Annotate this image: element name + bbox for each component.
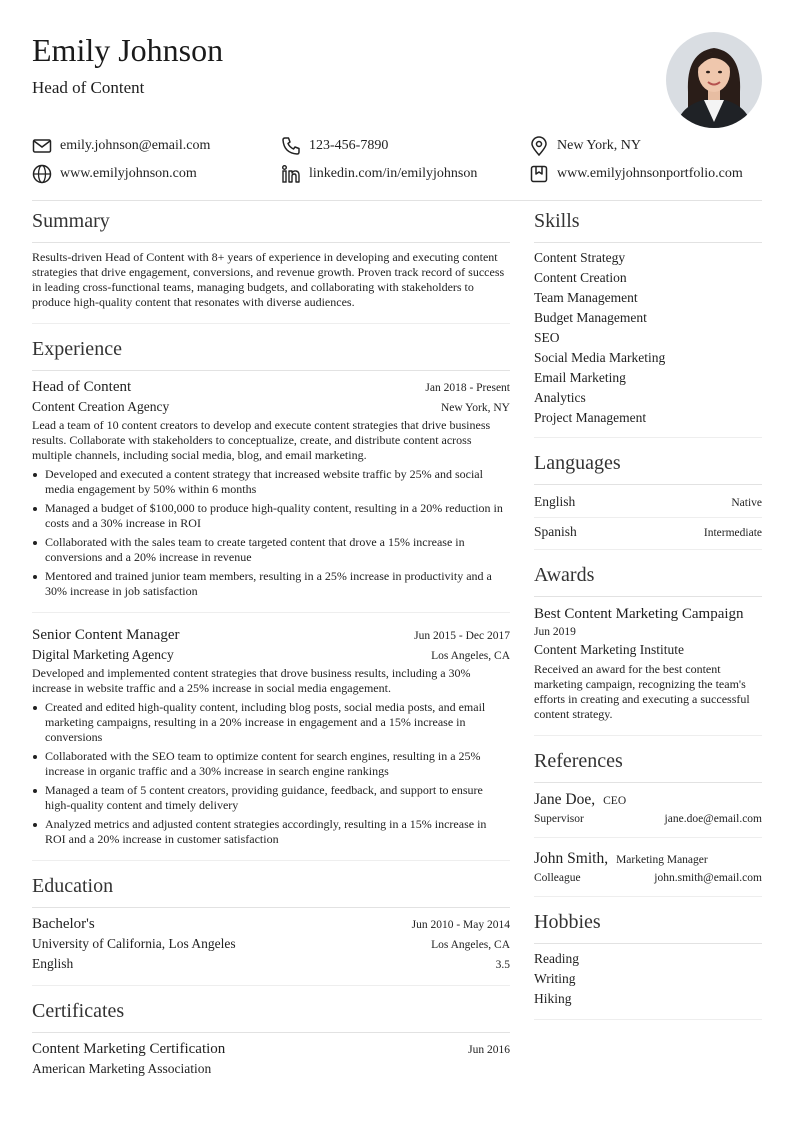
language-row	[534, 489, 762, 518]
summary-section	[32, 208, 510, 324]
section-title: Summary	[32, 208, 510, 243]
linkedin-icon	[281, 164, 301, 184]
education-date: Jun 2010 - May 2014	[411, 919, 510, 931]
contact-portfolio-text: www.emilyjohnsonportfolio.com	[557, 166, 743, 181]
skill-item: Content Creation	[534, 270, 627, 285]
language-row	[534, 518, 762, 544]
section-title: Experience	[32, 336, 510, 371]
contact-linkedin-text: linkedin.com/in/emilyjohnson	[309, 166, 478, 181]
school-location: Los Angeles, CA	[431, 939, 510, 951]
location-icon	[529, 136, 549, 156]
job-title: Senior Content Manager	[32, 627, 180, 643]
education-section	[32, 873, 510, 986]
contact-phone[interactable]	[281, 133, 388, 159]
contact-website-text: www.emilyjohnson.com	[60, 166, 197, 181]
experience-item	[32, 371, 510, 613]
hobby-item: Writing	[534, 971, 576, 986]
portfolio-icon	[529, 164, 549, 184]
candidate-name: Emily Johnson	[32, 32, 224, 68]
skill-item: Social Media Marketing	[534, 350, 666, 365]
reference-name: Jane Doe,	[534, 791, 596, 808]
language-level: Native	[731, 497, 762, 509]
section-title: Hobbies	[534, 909, 762, 944]
language-name: English	[534, 494, 576, 509]
reference-role: Marketing Manager	[616, 854, 708, 866]
email-icon	[32, 136, 52, 156]
skill-item: Team Management	[534, 290, 638, 305]
job-date: Jan 2018 - Present	[425, 382, 510, 394]
sidebar-column	[534, 200, 762, 1020]
reference-relation: Supervisor	[534, 813, 584, 825]
job-date: Jun 2015 - Dec 2017	[414, 630, 510, 642]
achievement-item: Developed and executed a content strategy that increased website traffic by 25% and social media engagement by 50% within 6 months	[45, 467, 510, 497]
contact-linkedin[interactable]	[281, 161, 477, 187]
reference-email[interactable]: jane.doe@email.com	[664, 813, 762, 825]
job-title: Head of Content	[32, 379, 132, 395]
hobby-item: Hiking	[534, 991, 572, 1006]
hobbies-section	[534, 909, 762, 1020]
hobby-item: Reading	[534, 951, 579, 966]
certificate-name: Content Marketing Certification	[32, 1041, 226, 1057]
job-location: Los Angeles, CA	[431, 650, 510, 662]
reference-item	[534, 838, 762, 897]
contact-email[interactable]	[32, 133, 210, 159]
contact-location[interactable]	[529, 133, 641, 159]
section-title: Awards	[534, 562, 762, 597]
contact-email-text: emily.johnson@email.com	[60, 138, 211, 153]
school-name: University of California, Los Angeles	[32, 936, 236, 951]
degree: Bachelor's	[32, 916, 95, 932]
achievement-item: Mentored and trained junior team members, resulting in a 25% increase in productivity and a 30% increase in job satisfaction	[45, 569, 510, 599]
reference-role: CEO	[603, 795, 627, 807]
globe-icon	[32, 164, 52, 184]
reference-relation: Colleague	[534, 872, 581, 884]
contact-phone-text: 123-456-7890	[309, 138, 389, 153]
section-title: Skills	[534, 208, 762, 243]
achievement-list	[32, 467, 510, 599]
certificate-issuer: American Marketing Association	[32, 1061, 212, 1076]
field-of-study: English	[32, 956, 74, 971]
references-section	[534, 748, 762, 897]
achievement-item: Created and edited high-quality content, including blog posts, social media posts, and email marketing campaigns, resulting in a 20% increase in engagement and a 15% increase in conversions	[45, 700, 510, 745]
skill-item: Content Strategy	[534, 250, 626, 265]
languages-section	[534, 450, 762, 550]
profile-photo	[666, 32, 762, 128]
skills-section	[534, 208, 762, 438]
section-title: Languages	[534, 450, 762, 485]
job-location: New York, NY	[440, 402, 510, 414]
skill-item: Project Management	[534, 410, 647, 425]
achievement-list	[32, 700, 510, 847]
section-title: Certificates	[32, 998, 510, 1033]
section-title: References	[534, 748, 762, 783]
certificate-date: Jun 2016	[468, 1044, 510, 1056]
main-column	[32, 200, 510, 1079]
contact-website[interactable]	[32, 161, 197, 187]
experience-item	[32, 613, 510, 861]
achievement-item: Managed a budget of $100,000 to produce high-quality content, resulting in a 20% reduction in costs and a 30% increase in ROI	[45, 501, 510, 531]
award-date: Jun 2019	[534, 626, 576, 638]
certificates-section	[32, 998, 510, 1079]
award-description: Received an award for the best content marketing campaign, recognizing the team's efforts in creating and executing a successful content strategy.	[534, 662, 750, 721]
awards-section	[534, 562, 762, 736]
reference-email[interactable]: john.smith@email.com	[654, 872, 762, 884]
language-level: Intermediate	[703, 527, 762, 539]
achievement-item: Analyzed metrics and adjusted content strategies accordingly, resulting in a 15% increase in ROI and a 20% increase in customer satisfaction	[45, 817, 510, 847]
phone-icon	[281, 136, 301, 156]
section-title: Education	[32, 873, 510, 908]
contact-location-text: New York, NY	[557, 138, 642, 153]
achievement-item: Collaborated with the sales team to create targeted content that drove a 15% increase in conversions and a 20% increase in revenue	[45, 535, 510, 565]
skill-item: Analytics	[534, 390, 586, 405]
job-description: Developed and implemented content strategies that drove business results, including a 30% increase in website traffic and a 25% increase in social media engagement.	[32, 666, 471, 695]
reference-item	[534, 783, 762, 838]
summary-text: Results-driven Head of Content with 8+ years of experience in developing and executing content strategies that drive engagement, conversions, and revenue growth. Proven track record of success in leading cross-functional teams, managing budgets, and collaborating with stakeholders to produce high-quality content that resonates with diverse audiences.	[32, 250, 505, 309]
skill-item: Email Marketing	[534, 370, 626, 385]
company-name: Digital Marketing Agency	[32, 647, 174, 662]
contact-portfolio[interactable]	[529, 161, 743, 187]
skill-item: Budget Management	[534, 310, 647, 325]
job-description: Lead a team of 10 content creators to develop and execute content strategies that drive business results. Collaborate with stakeholders to conceptualize, create, and distribute content across multiple channels, including social media, blog, and email marketing.	[32, 418, 491, 462]
company-name: Content Creation Agency	[32, 399, 170, 414]
achievement-item: Managed a team of 5 content creators, providing guidance, feedback, and support to ensure high-quality content and timely delivery	[45, 783, 510, 813]
language-name: Spanish	[534, 524, 577, 539]
award-title: Best Content Marketing Campaign	[534, 606, 744, 622]
gpa: 3.5	[495, 959, 510, 971]
candidate-title: Head of Content	[32, 78, 145, 97]
experience-section	[32, 336, 510, 861]
award-issuer: Content Marketing Institute	[534, 642, 684, 657]
reference-name: John Smith,	[534, 850, 609, 867]
skill-item: SEO	[534, 330, 560, 345]
achievement-item: Collaborated with the SEO team to optimize content for search engines, resulting in a 25% increase in organic traffic and a 30% increase in search engine rankings	[45, 749, 510, 779]
